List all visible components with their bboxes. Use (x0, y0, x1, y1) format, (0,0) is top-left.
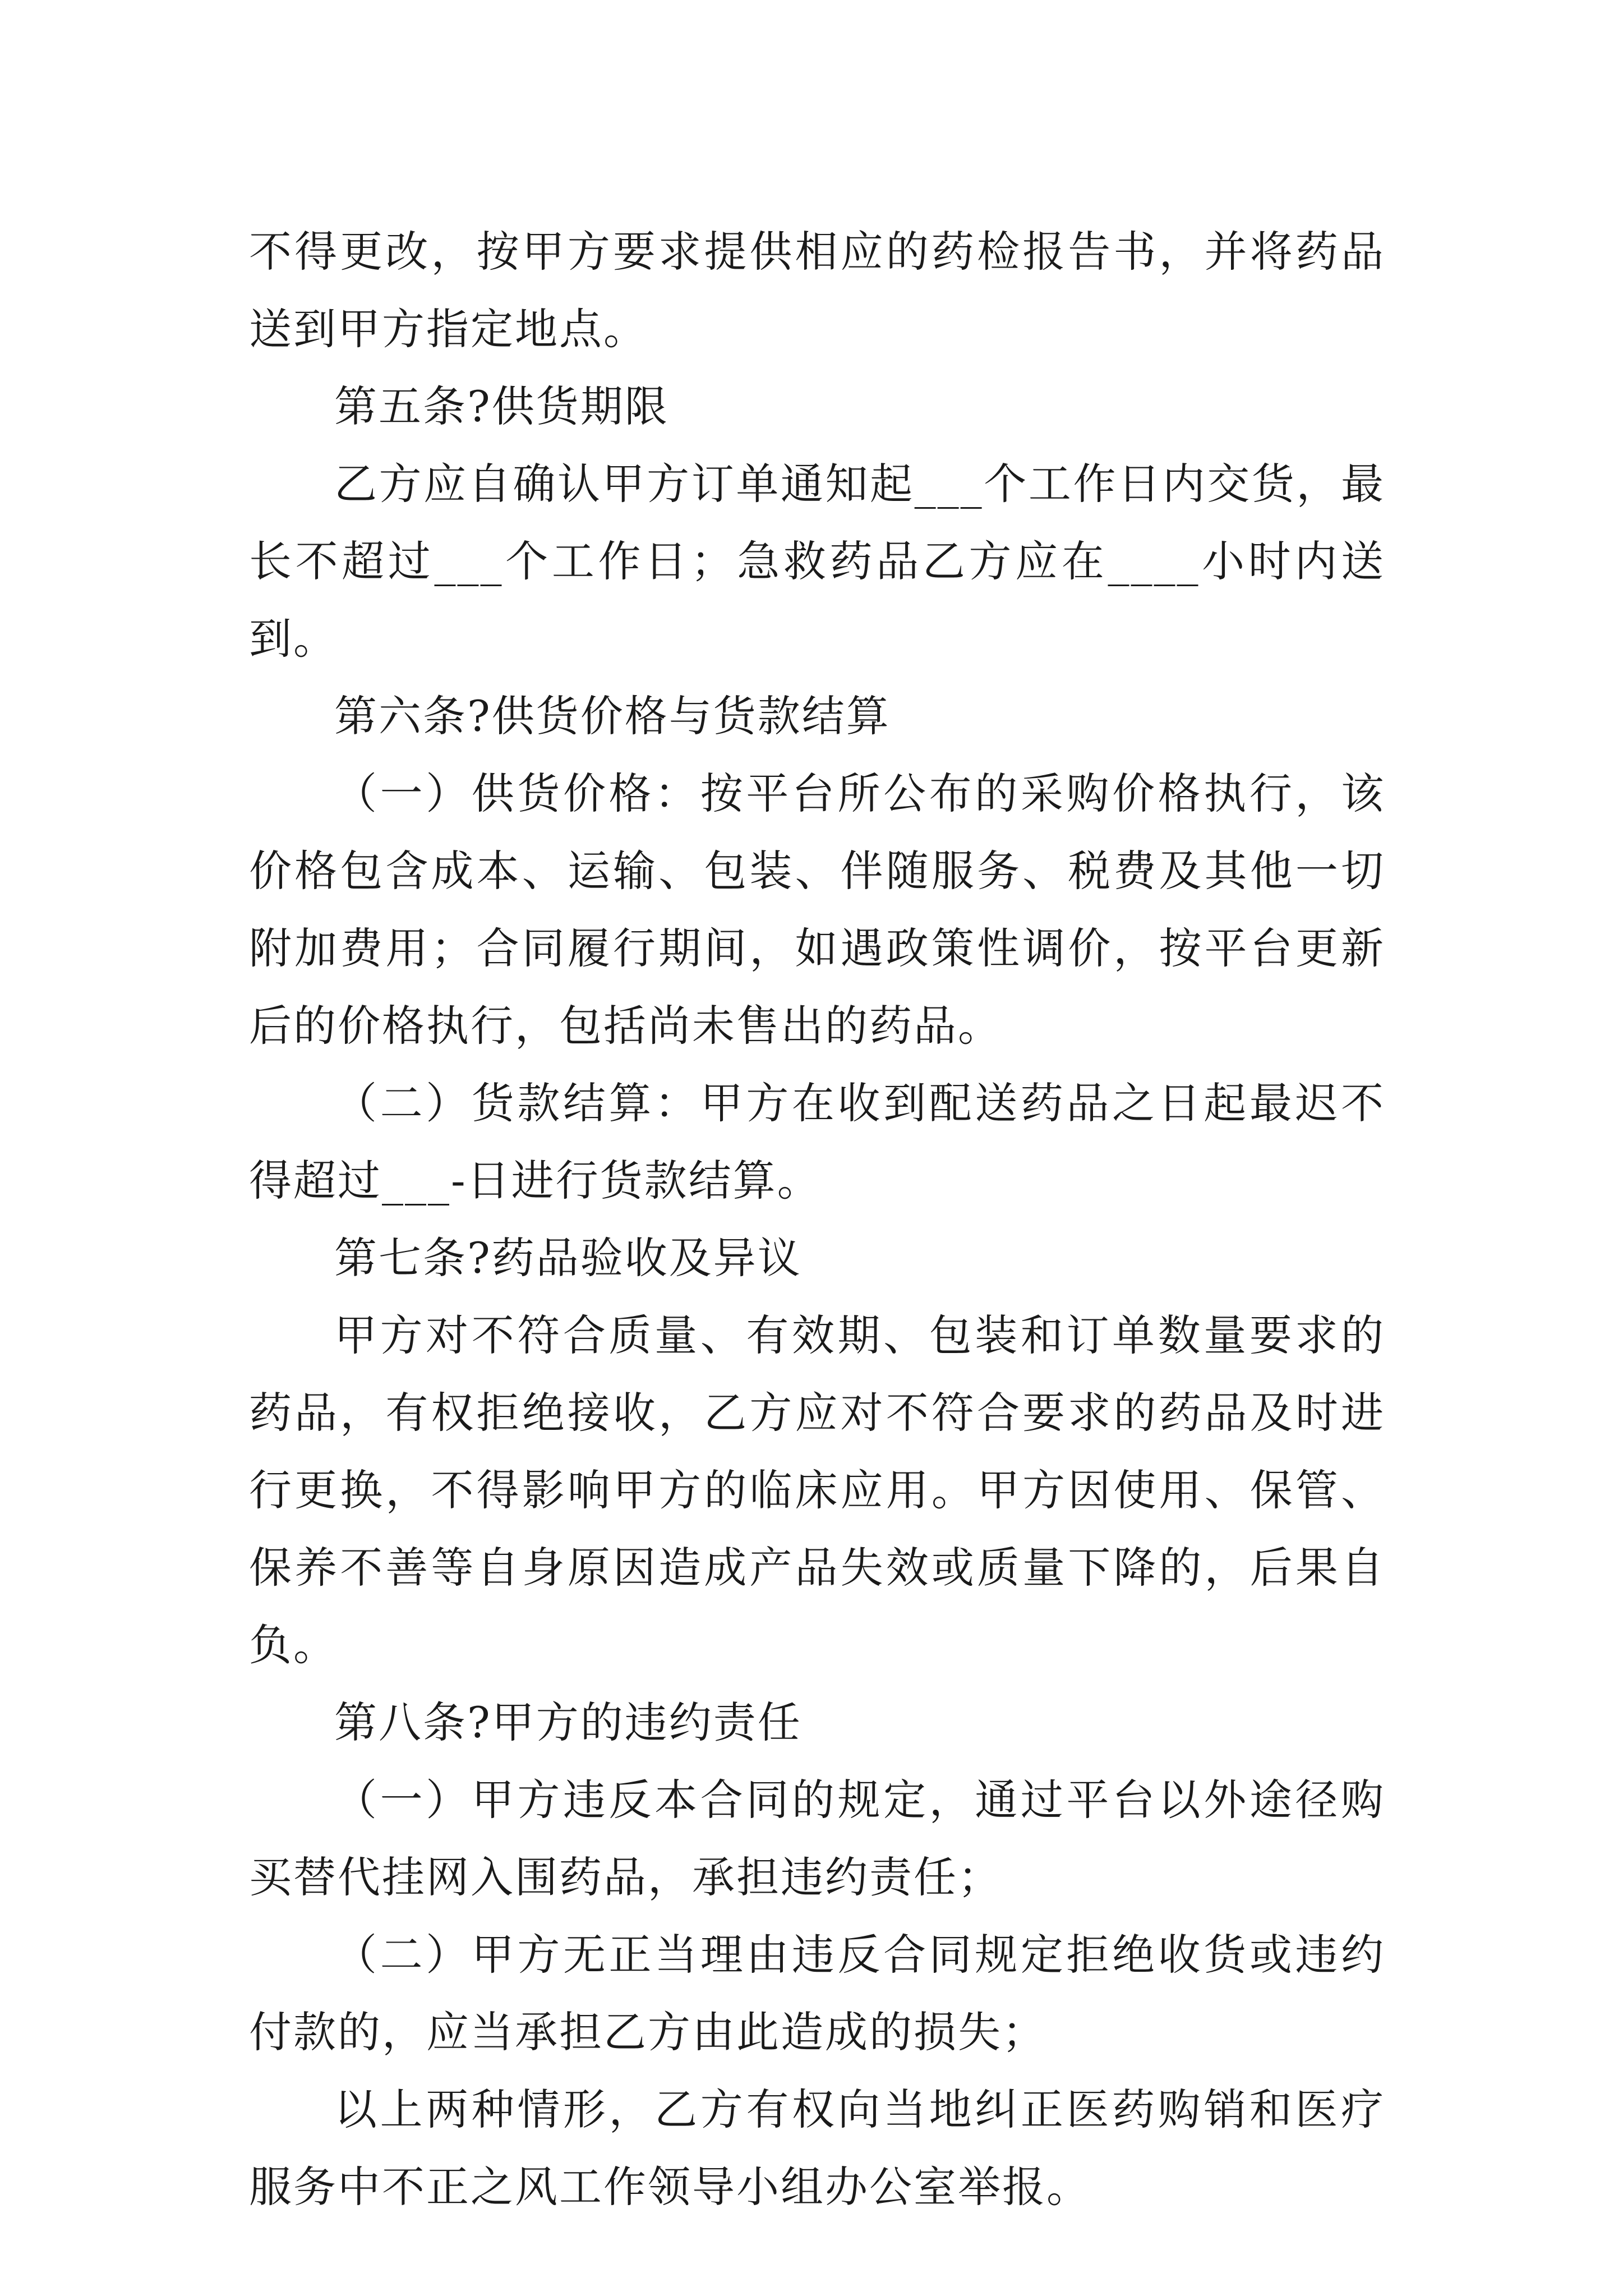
document-body (249, 213, 1385, 2226)
heading-article-6-price-settlement: 第六条?供货价格与货款结算 (334, 691, 891, 741)
paragraph-supply-price: （一）供货价格：按平台所公布的采购价格执行，该价格包含成本、运输、包装、伴随服务、税费及其他一切附加费用；合同履行期间，如遇政策性调价，按平台更新后的价格执行，包括尚未售出的药品。 (249, 769, 1385, 1051)
heading-article-7-inspection: 第七条?药品验收及异议 (334, 1233, 802, 1283)
paragraph-payment-settlement: （二）货款结算：甲方在收到配送药品之日起最迟不得超过___-日进行货款结算。 (249, 1078, 1385, 1205)
paragraph-liability-item-2: （二）甲方无正当理由违反合同规定拒绝收货或违约付款的，应当承担乙方由此造成的损失； (249, 1930, 1385, 2057)
heading-article-8-party-a-liability: 第八条?甲方的违约责任 (334, 1697, 802, 1747)
paragraph-inspection-objection: 甲方对不符合质量、有效期、包装和订单数量要求的药品，有权拒绝接收，乙方应对不符合要求的药品及时进行更换，不得影响甲方的临床应用。甲方因使用、保管、保养不善等自身原因造成产品失效或质量下降的，后果自负。 (249, 1310, 1385, 1670)
paragraph-delivery-requirements: 不得更改，按甲方要求提供相应的药检报告书，并将药品送到甲方指定地点。 (249, 227, 1385, 354)
paragraph-report-right: 以上两种情形，乙方有权向当地纠正医药购销和医疗服务中不正之风工作领导小组办公室举报。 (249, 2085, 1385, 2212)
paragraph-delivery-deadline: 乙方应自确认甲方订单通知起___个工作日内交货，最长不超过___个工作日；急救药品乙方应在____小时内送到。 (249, 459, 1385, 664)
heading-article-5-supply-period: 第五条?供货期限 (334, 381, 669, 431)
paragraph-liability-item-1: （一）甲方违反本合同的规定，通过平台以外途径购买替代挂网入围药品，承担违约责任； (249, 1775, 1385, 1902)
